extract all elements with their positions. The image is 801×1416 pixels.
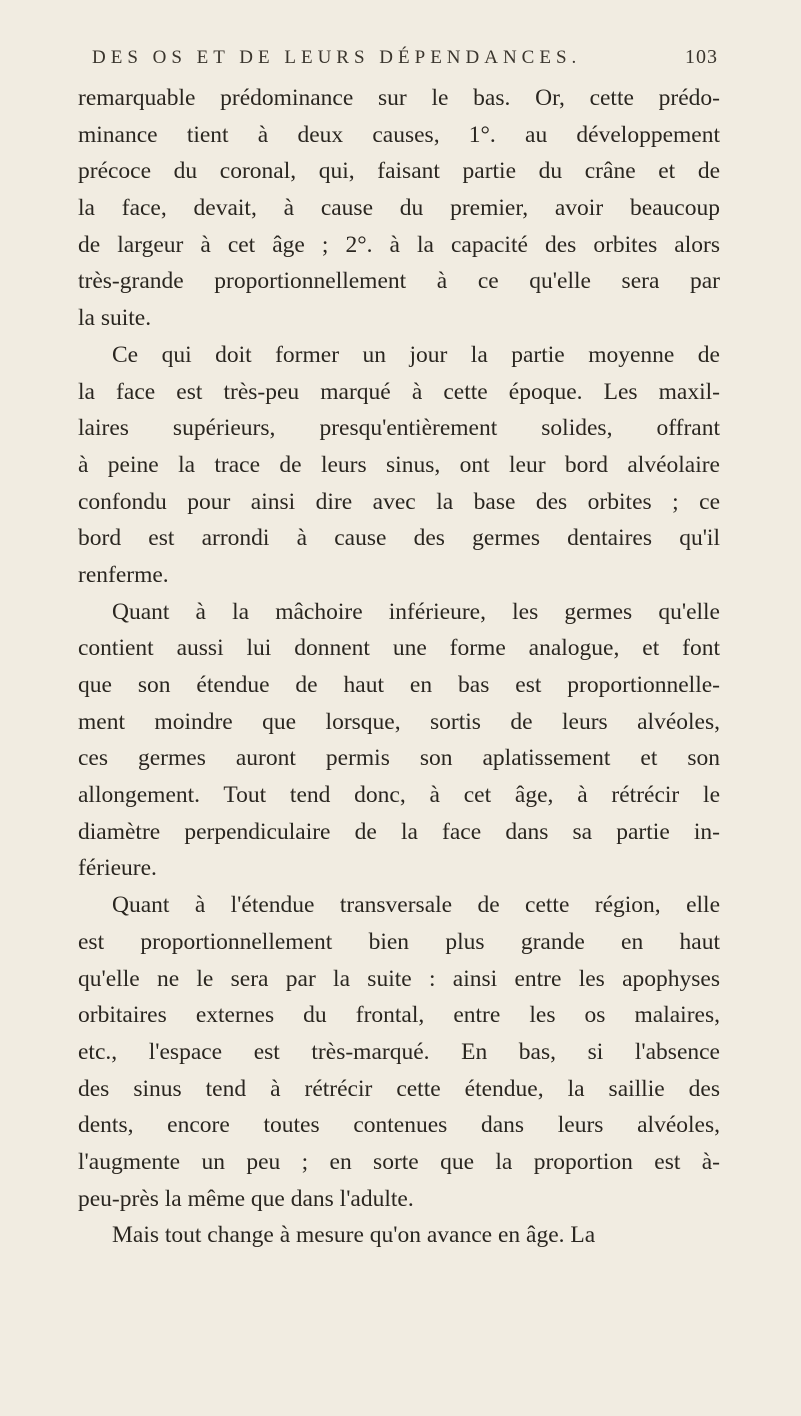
text-line: précoce du coronal, qui, faisant partie du crâne et de <box>78 158 720 185</box>
text-line: orbitaires externes du frontal, entre les os malaires, <box>78 1002 720 1029</box>
text-line: la face est très-peu marqué à cette époque. Les maxil- <box>78 378 720 405</box>
text-line: très-grande proportionnellement à ce qu'elle sera par <box>78 268 720 295</box>
text-line: allongement. Tout tend donc, à cet âge, à rétrécir le <box>78 782 720 809</box>
paragraph-start-line: Ce qui doit former un jour la partie moyenne de <box>112 341 720 368</box>
text-line: etc., l'espace est très-marqué. En bas, si l'absence <box>78 1038 720 1065</box>
text-line: l'augmente un peu ; en sorte que la proportion est à- <box>78 1148 720 1175</box>
text-line: ces germes auront permis son aplatissement et son <box>78 745 720 772</box>
paragraph-start-line: Quant à la mâchoire inférieure, les germes qu'elle <box>112 598 720 625</box>
text-line: contient aussi lui donnent une forme analogue, et font <box>78 635 720 662</box>
page-number: 103 <box>685 46 718 68</box>
running-title: DES OS ET DE LEURS DÉPENDANCES. <box>92 47 582 68</box>
text-line: confondu pour ainsi dire avec la base des orbites ; ce <box>78 488 720 515</box>
paragraph-end-line: peu-près la même que dans l'adulte. <box>78 1185 414 1212</box>
paragraph-end-line: la suite. <box>78 305 152 332</box>
text-line: remarquable prédominance sur le bas. Or, cette prédo- <box>78 85 720 111</box>
text-line: est proportionnellement bien plus grande en haut <box>78 928 720 955</box>
paragraph-start-line: Mais tout change à mesure qu'on avance en âge. La <box>112 1222 596 1249</box>
text-line: ment moindre que lorsque, sortis de leurs alvéoles, <box>78 708 720 735</box>
body-text <box>78 80 720 1254</box>
paragraph-start-line: Quant à l'étendue transversale de cette région, elle <box>112 892 720 919</box>
text-line: minance tient à deux causes, 1°. au développement <box>78 121 720 148</box>
text-line: dents, encore toutes contenues dans leurs alvéoles, <box>78 1112 720 1139</box>
paragraph-end-line: renferme. <box>78 561 169 588</box>
text-line: des sinus tend à rétrécir cette étendue, la saillie des <box>78 1075 720 1102</box>
text-line: laires supérieurs, presqu'entièrement solides, offrant <box>78 415 720 442</box>
text-line: de largeur à cet âge ; 2°. à la capacité des orbites alors <box>78 231 720 258</box>
paragraph-end-line: férieure. <box>78 855 157 882</box>
text-line: à peine la trace de leurs sinus, ont leur bord alvéolaire <box>78 451 720 478</box>
running-head <box>92 46 718 72</box>
text-line: qu'elle ne le sera par la suite : ainsi entre les apophyses <box>78 965 720 992</box>
text-line: diamètre perpendiculaire de la face dans sa partie in- <box>78 818 720 845</box>
text-line: bord est arrondi à cause des germes dentaires qu'il <box>78 525 720 552</box>
text-line: la face, devait, à cause du premier, avoir beaucoup <box>78 195 720 222</box>
text-line: que son étendue de haut en bas est proportionnelle- <box>78 672 720 698</box>
